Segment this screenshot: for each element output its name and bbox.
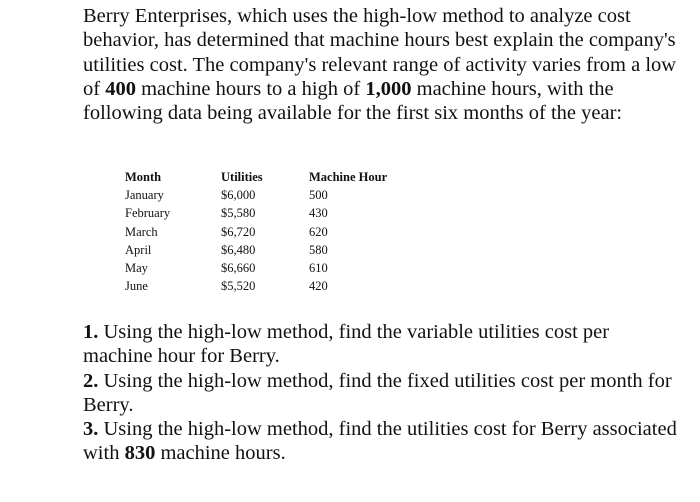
intro-text-end: machine hours, with the following data being available for the first six months of the year:	[83, 77, 623, 125]
month-cell: May	[125, 261, 148, 276]
question-number: 3.	[83, 418, 99, 441]
hours-cell: 430	[309, 206, 328, 221]
month-cell: February	[125, 206, 171, 221]
utilities-cell: $6,720	[221, 224, 256, 239]
table-header-row	[122, 168, 419, 186]
hours-cell: 580	[309, 242, 328, 257]
table-row	[122, 223, 419, 241]
table-row	[122, 277, 419, 295]
month-cell: March	[125, 224, 158, 239]
header-utilities: Utilities	[221, 170, 263, 184]
questions-list	[83, 320, 683, 466]
problem-intro	[83, 4, 683, 125]
hours-cell: 420	[309, 279, 328, 294]
header-machine-hours: Machine Hour	[309, 170, 388, 184]
question-text: Using the high-low method, find the variable utilities cost per machine hour for Berry.	[83, 321, 610, 368]
high-machine-hours: 1,000	[365, 77, 412, 100]
month-cell: April	[125, 242, 152, 257]
question-2	[83, 369, 683, 418]
question-text: Using the high-low method, find the utilities cost for Berry associated with	[83, 418, 677, 465]
utilities-cell: $5,580	[221, 206, 256, 221]
utilities-cell: $5,520	[221, 279, 256, 294]
month-cell: January	[125, 188, 164, 202]
intro-text-mid: machine hours to a high of	[135, 77, 366, 100]
month-cell: June	[125, 279, 148, 294]
hours-cell: 620	[309, 224, 328, 239]
question-number: 2.	[83, 369, 99, 392]
target-machine-hours: 830	[124, 442, 156, 465]
utilities-cell: $6,000	[221, 188, 256, 202]
utilities-cell: $6,660	[221, 261, 256, 276]
question-text-end: machine hours.	[155, 442, 286, 465]
hours-cell: 610	[309, 261, 328, 276]
table-row	[122, 241, 419, 259]
question-1	[83, 320, 683, 369]
table-row	[122, 204, 419, 222]
table-row	[122, 259, 419, 277]
hours-cell: 500	[309, 188, 328, 202]
intro-text-start: Berry Enterprises, which uses the high-low method to analyze cost behavior, has determined that machine hours best explain the company's utilities cost. The company's relevant range of activity varies from a low of	[83, 5, 677, 100]
low-machine-hours: 400	[105, 77, 136, 100]
header-month: Month	[125, 170, 162, 184]
utilities-data-table	[122, 168, 419, 296]
question-3	[83, 417, 683, 466]
question-text: Using the high-low method, find the fixed utilities cost per month for Berry.	[83, 369, 672, 416]
table-row	[122, 186, 419, 204]
utilities-cell: $6,480	[221, 242, 256, 257]
question-number: 1.	[83, 321, 99, 343]
